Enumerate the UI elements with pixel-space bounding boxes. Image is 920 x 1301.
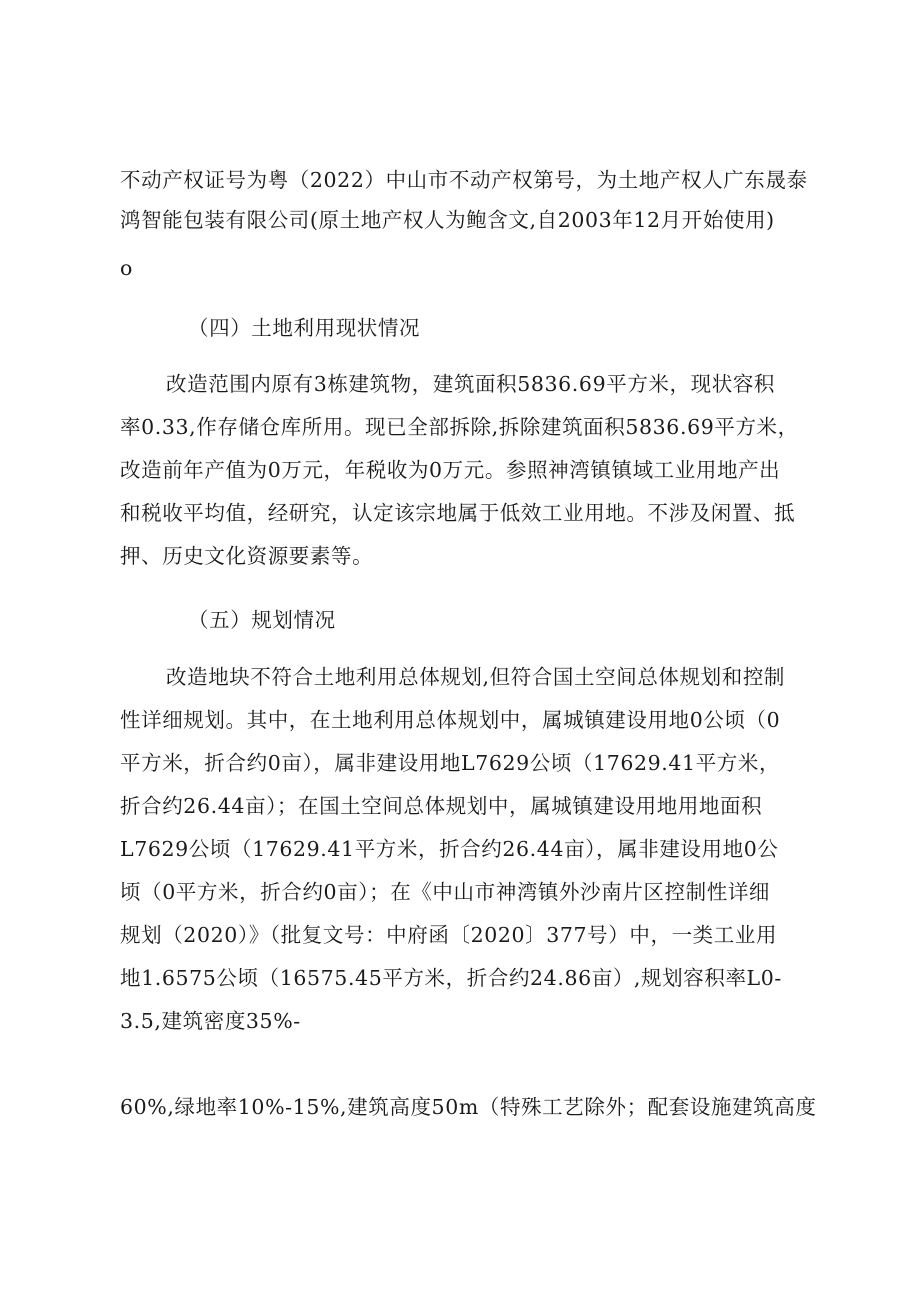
- paragraph-line: 和税收平均值，经研究，认定该宗地属于低效工业用地。不涉及闲置、抵: [120, 501, 796, 525]
- paragraph-line: 改造地块不符合土地利用总体规划,但符合国土空间总体规划和控制: [166, 665, 786, 689]
- paragraph-line: 60%,绿地率10%-15%,建筑高度50m（特殊工艺除外；配套设施建筑高度: [120, 1095, 817, 1119]
- paragraph-line: 地1.6575公顷（16575.45平方米，折合约24.86亩）,规划容积率L0-: [120, 966, 782, 990]
- paragraph-line: 折合约26.44亩）；在国土空间总体规划中，属城镇建设用地用地面积: [120, 794, 763, 818]
- paragraph-line: 性详细规划。其中，在土地利用总体规划中，属城镇建设用地0公顷（0: [120, 708, 781, 732]
- paragraph-line: 3.5,建筑密度35%-: [120, 1009, 301, 1033]
- paragraph-line: 平方米，折合约0亩），属非建设用地L7629公顷（17629.41平方米，: [120, 751, 781, 775]
- paragraph-line: 改造范围内原有3栋建筑物，建筑面积5836.69平方米，现状容积: [166, 372, 776, 396]
- paragraph-line: L7629公顷（17629.41平方米，折合约26.44亩），属非建设用地0公: [120, 837, 779, 861]
- section-heading-planning: （五）规划情况: [188, 608, 336, 632]
- paragraph-line: 率0.33,作存储仓库所用。现已全部拆除,拆除建筑面积5836.69平方米，: [120, 415, 799, 439]
- paragraph-line: 押、历史文化资源要素等。: [120, 544, 374, 568]
- section-heading-current-land-use: （四）土地利用现状情况: [188, 316, 421, 340]
- paragraph-line: 鸿智能包装有限公司(原土地产权人为鲍含文,自2003年12月开始使用): [120, 208, 775, 232]
- paragraph-line: 顷（0平方米，折合约0亩）；在《中山市神湾镇外沙南片区控制性详细: [120, 880, 771, 904]
- paragraph-line: 规划（2020）》（批复文号：中府函〔2020〕377号）中，一类工业用: [120, 923, 778, 947]
- paragraph-line: o: [120, 256, 133, 280]
- paragraph-line: 不动产权证号为粤（2022）中山市不动产权第号，为土地产权人广东晟泰: [120, 168, 808, 192]
- paragraph-line: 改造前年产值为0万元，年税收为0万元。参照神湾镇镇域工业用地产出: [120, 458, 781, 482]
